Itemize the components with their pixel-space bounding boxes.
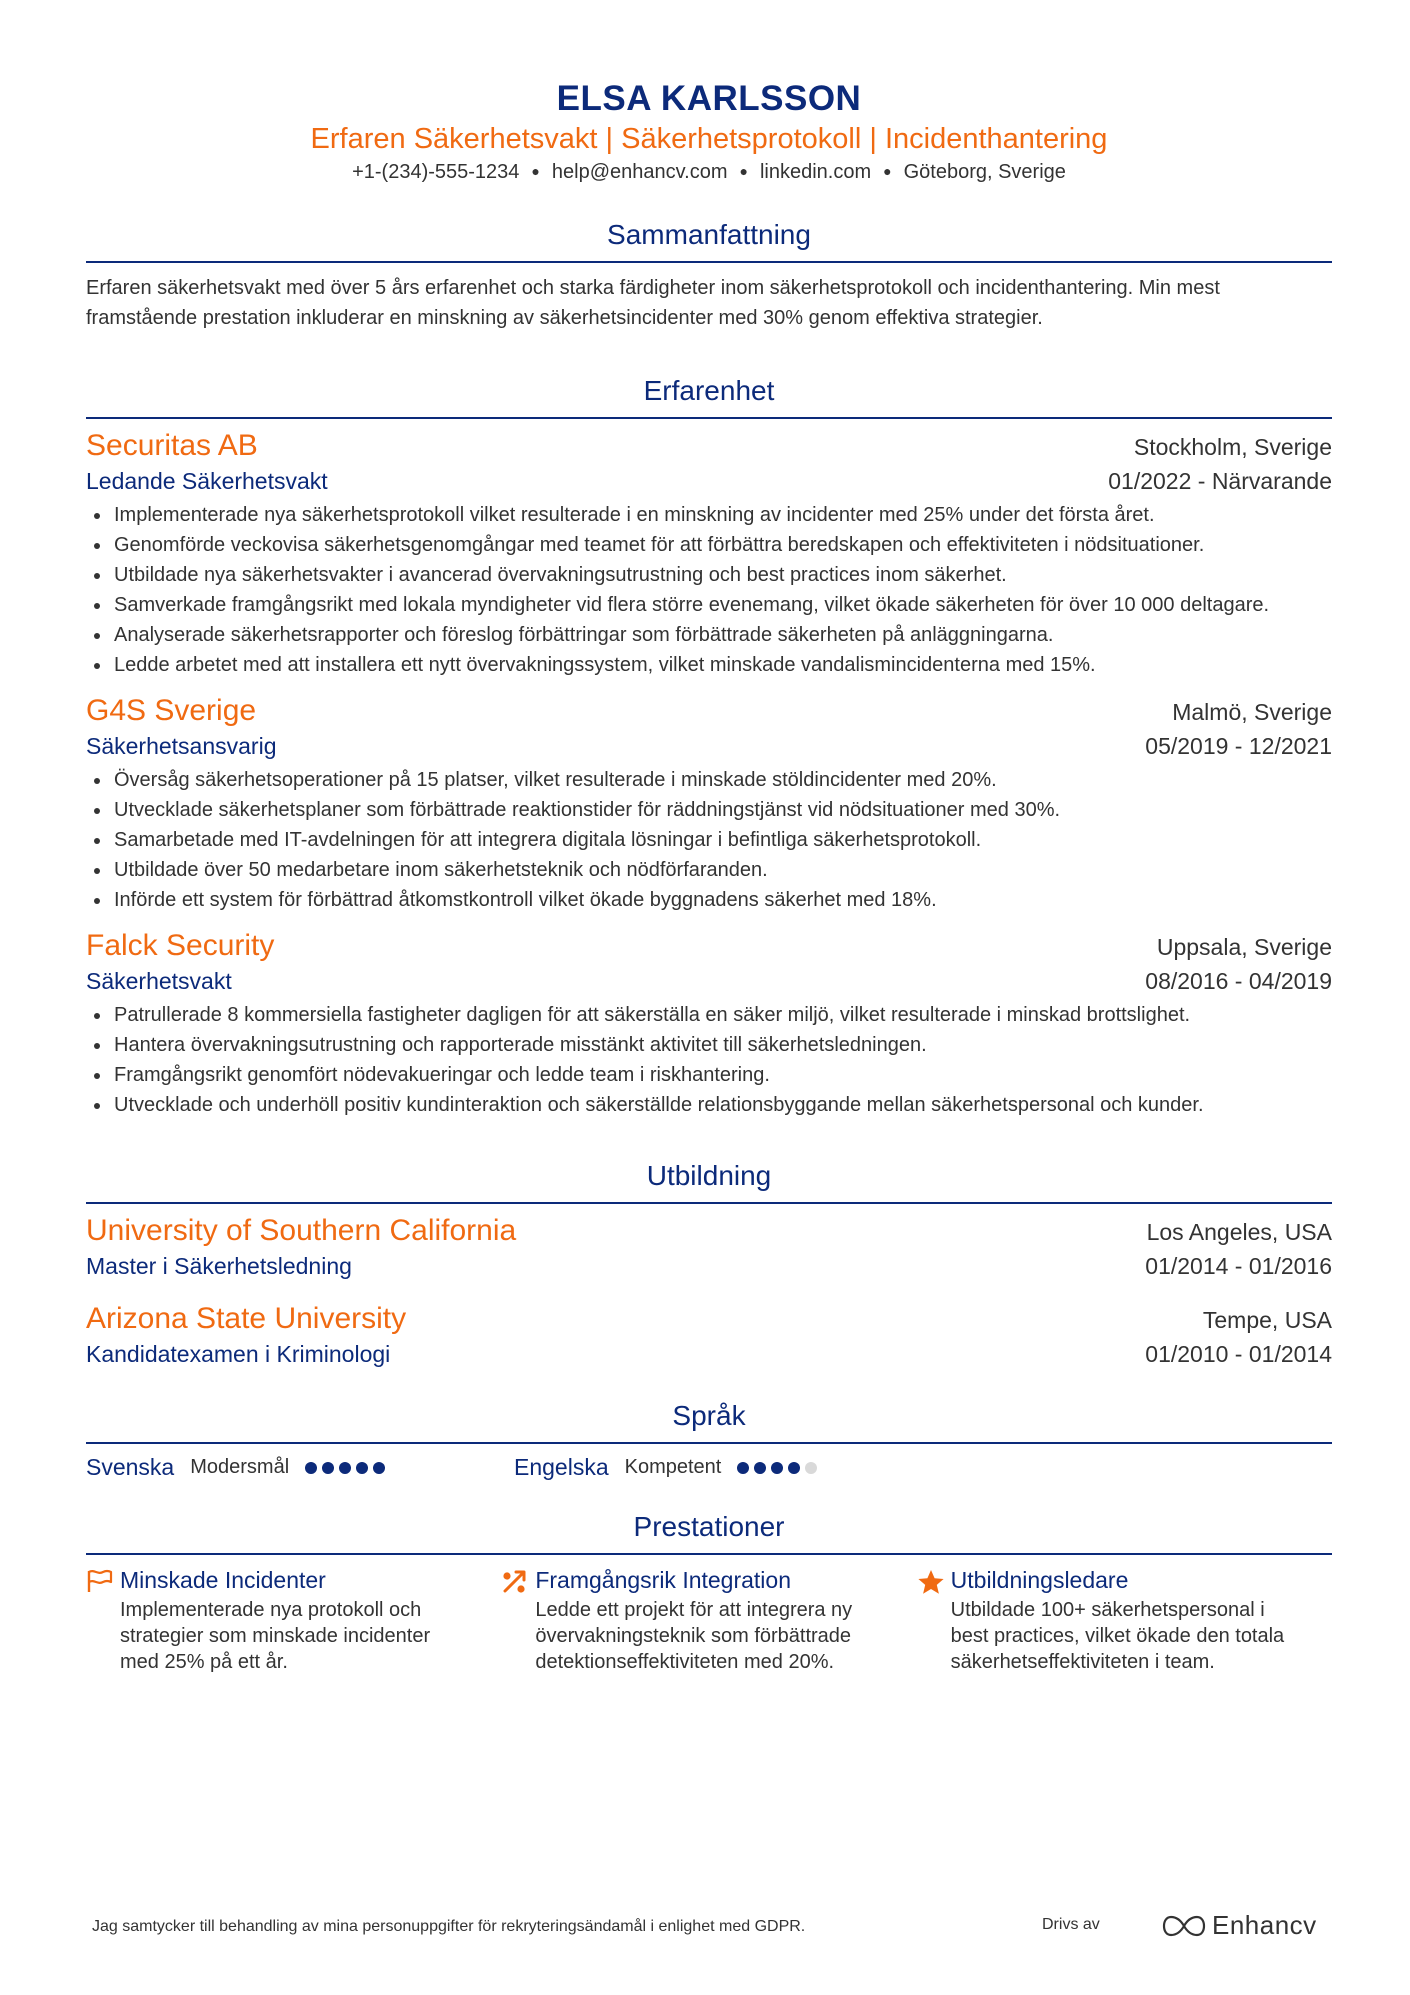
- proficiency-dot-filled: [305, 1462, 317, 1474]
- job-entry: [86, 427, 1332, 680]
- job-entry: [86, 927, 1332, 1120]
- summary-text: Erfaren säkerhetsvakt med över 5 års erfarenhet och starka färdigheter inom säkerhetsprotokoll och incidenthantering. Min mest framstående prestation inkluderar en minskning av säkerhetsincidenter med 30% genom effektiva strategier.: [86, 277, 1220, 329]
- powered-by-label: Drivs av: [1042, 1916, 1100, 1933]
- contact-info: [86, 158, 1332, 187]
- language-level: Kompetent: [624, 1456, 722, 1478]
- infinity-icon: [1162, 1914, 1206, 1938]
- bullet-item: Utvecklade säkerhetsplaner som förbättrade reaktionstider för räddningstjänst vid nödsituationer med 30%.: [86, 795, 1332, 825]
- job-entry: [86, 692, 1332, 915]
- education-dates: 01/2014 - 01/2016: [1145, 1253, 1332, 1279]
- location: Göteborg, Sverige: [903, 161, 1066, 183]
- proficiency-dot-filled: [737, 1462, 749, 1474]
- achievement-desc: Utbildade 100+ säkerhetspersonal i best practices, vilket ökade den totala säkerhetseffektiviteten i team.: [950, 1599, 1285, 1673]
- achievement-desc: Implementerade nya protokoll och strategier som minskade incidenter med 25% på ett år.: [120, 1599, 431, 1673]
- separator-dot: ●: [883, 163, 892, 179]
- separator-dot: ●: [531, 163, 540, 179]
- achievement-item: [86, 1565, 501, 1675]
- job-role: Säkerhetsvakt: [86, 968, 232, 994]
- language-item: [514, 1454, 942, 1481]
- proficiency-dot-empty: [805, 1462, 817, 1474]
- job-dates: 08/2016 - 04/2019: [1145, 968, 1332, 994]
- bullet-item: Framgångsrikt genomfört nödevakueringar och ledde team i riskhantering.: [86, 1060, 1332, 1090]
- linkedin-link[interactable]: linkedin.com: [759, 161, 872, 183]
- language-level: Modersmål: [190, 1456, 290, 1478]
- resume-header: [86, 78, 1332, 187]
- achievements-section: [86, 1509, 1332, 1675]
- education-section: [86, 1158, 1332, 1370]
- achievement-title: Utbildningsledare: [950, 1567, 1129, 1593]
- proficiency-dot-filled: [356, 1462, 368, 1474]
- achievement-item: [917, 1565, 1332, 1675]
- section-title-summary: Sammanfattning: [86, 217, 1332, 263]
- phone: +1-(234)-555-1234: [352, 161, 520, 183]
- school-name: University of Southern California: [86, 1214, 517, 1247]
- bullet-item: Implementerade nya säkerhetsprotokoll vilket resulterade i en minskning av incidenter med 25% under det första året.: [86, 500, 1332, 530]
- candidate-name: ELSA KARLSSON: [556, 79, 862, 118]
- job-company: Falck Security: [86, 929, 275, 962]
- languages-section: [86, 1398, 1332, 1481]
- bullet-item: Utbildade över 50 medarbetare inom säkerhetsteknik och nödförfaranden.: [86, 855, 1332, 885]
- bullet-item: Ledde arbetet med att installera ett nytt övervakningssystem, vilket minskade vandalismincidenterna med 15%.: [86, 650, 1332, 680]
- proficiency-dots: [305, 1462, 390, 1474]
- job-location: Uppsala, Sverige: [1156, 934, 1332, 960]
- job-bullets: [86, 765, 1332, 915]
- section-title-achievements: Prestationer: [86, 1509, 1332, 1555]
- proficiency-dots: [737, 1462, 822, 1474]
- language-item: [86, 1454, 514, 1481]
- star-icon: [917, 1565, 951, 1595]
- experience-section: [86, 373, 1332, 1120]
- proficiency-dot-filled: [322, 1462, 334, 1474]
- section-title-languages: Språk: [86, 1398, 1332, 1444]
- brand-name: Enhancv: [1212, 1910, 1317, 1940]
- bullet-item: Utvecklade och underhöll positiv kundinteraktion och säkerställde relationsbyggande mellan säkerhetspersonal och kunder.: [86, 1090, 1332, 1120]
- bullet-item: Införde ett system för förbättrad åtkomstkontroll vilket ökade byggnadens säkerhet med 18%.: [86, 885, 1332, 915]
- percent-icon: [501, 1565, 535, 1595]
- achievement-title: Minskade Incidenter: [120, 1567, 326, 1593]
- language-name: Svenska: [86, 1454, 175, 1480]
- proficiency-dot-filled: [373, 1462, 385, 1474]
- section-title-experience: Erfarenhet: [86, 373, 1332, 419]
- gdpr-note: Jag samtycker till behandling av mina personuppgifter för rekryteringsändamål i enlighet med GDPR.: [92, 1918, 806, 1935]
- education-dates: 01/2010 - 01/2014: [1145, 1341, 1332, 1367]
- bullet-item: Genomförde veckovisa säkerhetsgenomgångar med teamet för att förbättra beredskapen och effektiviteten i nödsituationer.: [86, 530, 1332, 560]
- flag-icon: [86, 1565, 120, 1595]
- achievement-desc: Ledde ett projekt för att integrera ny övervakningsteknik som förbättrade detektionseffektiviteten med 20%.: [535, 1599, 853, 1673]
- bullet-item: Analyserade säkerhetsrapporter och föreslog förbättringar som förbättrade säkerheten på anläggningarna.: [86, 620, 1332, 650]
- achievement-item: [501, 1565, 916, 1675]
- school-name: Arizona State University: [86, 1302, 407, 1335]
- language-name: Engelska: [514, 1454, 609, 1480]
- job-dates: 01/2022 - Närvarande: [1108, 468, 1332, 494]
- bullet-item: Utbildade nya säkerhetsvakter i avancerad övervakningsutrustning och best practices inom säkerhet.: [86, 560, 1332, 590]
- education-entry: [86, 1212, 1332, 1282]
- brand-logo[interactable]: [1162, 1910, 1317, 1941]
- separator-dot: ●: [739, 163, 748, 179]
- proficiency-dot-filled: [788, 1462, 800, 1474]
- school-location: Los Angeles, USA: [1146, 1219, 1332, 1245]
- headline: Erfaren Säkerhetsvakt | Säkerhetsprotokoll | Incidenthantering: [310, 123, 1108, 155]
- bullet-item: Patrullerade 8 kommersiella fastigheter dagligen för att säkerställa en säker miljö, vilket resulterade i minskad brottslighet.: [86, 1000, 1332, 1030]
- achievement-title: Framgångsrik Integration: [535, 1567, 792, 1593]
- job-location: Malmö, Sverige: [1172, 699, 1332, 725]
- job-role: Säkerhetsansvarig: [86, 733, 277, 759]
- bullet-item: Hantera övervakningsutrustning och rapporterade misstänkt aktivitet till säkerhetsledningen.: [86, 1030, 1332, 1060]
- proficiency-dot-filled: [754, 1462, 766, 1474]
- education-entry: [86, 1300, 1332, 1370]
- job-dates: 05/2019 - 12/2021: [1145, 733, 1332, 759]
- email-link[interactable]: help@enhancv.com: [551, 161, 728, 183]
- bullet-item: Samverkade framgångsrikt med lokala myndigheter vid flera större evenemang, vilket ökade säkerheten för över 10 000 deltagare.: [86, 590, 1332, 620]
- degree: Kandidatexamen i Kriminologi: [86, 1341, 391, 1367]
- section-title-education: Utbildning: [86, 1158, 1332, 1204]
- proficiency-dot-filled: [771, 1462, 783, 1474]
- job-bullets: [86, 500, 1332, 680]
- job-company: G4S Sverige: [86, 694, 257, 727]
- summary-section: [86, 217, 1332, 333]
- school-location: Tempe, USA: [1202, 1307, 1332, 1333]
- job-company: Securitas AB: [86, 429, 258, 462]
- bullet-item: Samarbetade med IT-avdelningen för att integrera digitala lösningar i befintliga säkerhetsprotokoll.: [86, 825, 1332, 855]
- job-bullets: [86, 1000, 1332, 1120]
- job-location: Stockholm, Sverige: [1133, 434, 1332, 460]
- degree: Master i Säkerhetsledning: [86, 1253, 352, 1279]
- proficiency-dot-filled: [339, 1462, 351, 1474]
- footer: [92, 1912, 1328, 1942]
- bullet-item: Översåg säkerhetsoperationer på 15 platser, vilket resulterade i minskade stöldincidenter med 20%.: [86, 765, 1332, 795]
- job-role: Ledande Säkerhetsvakt: [86, 468, 328, 494]
